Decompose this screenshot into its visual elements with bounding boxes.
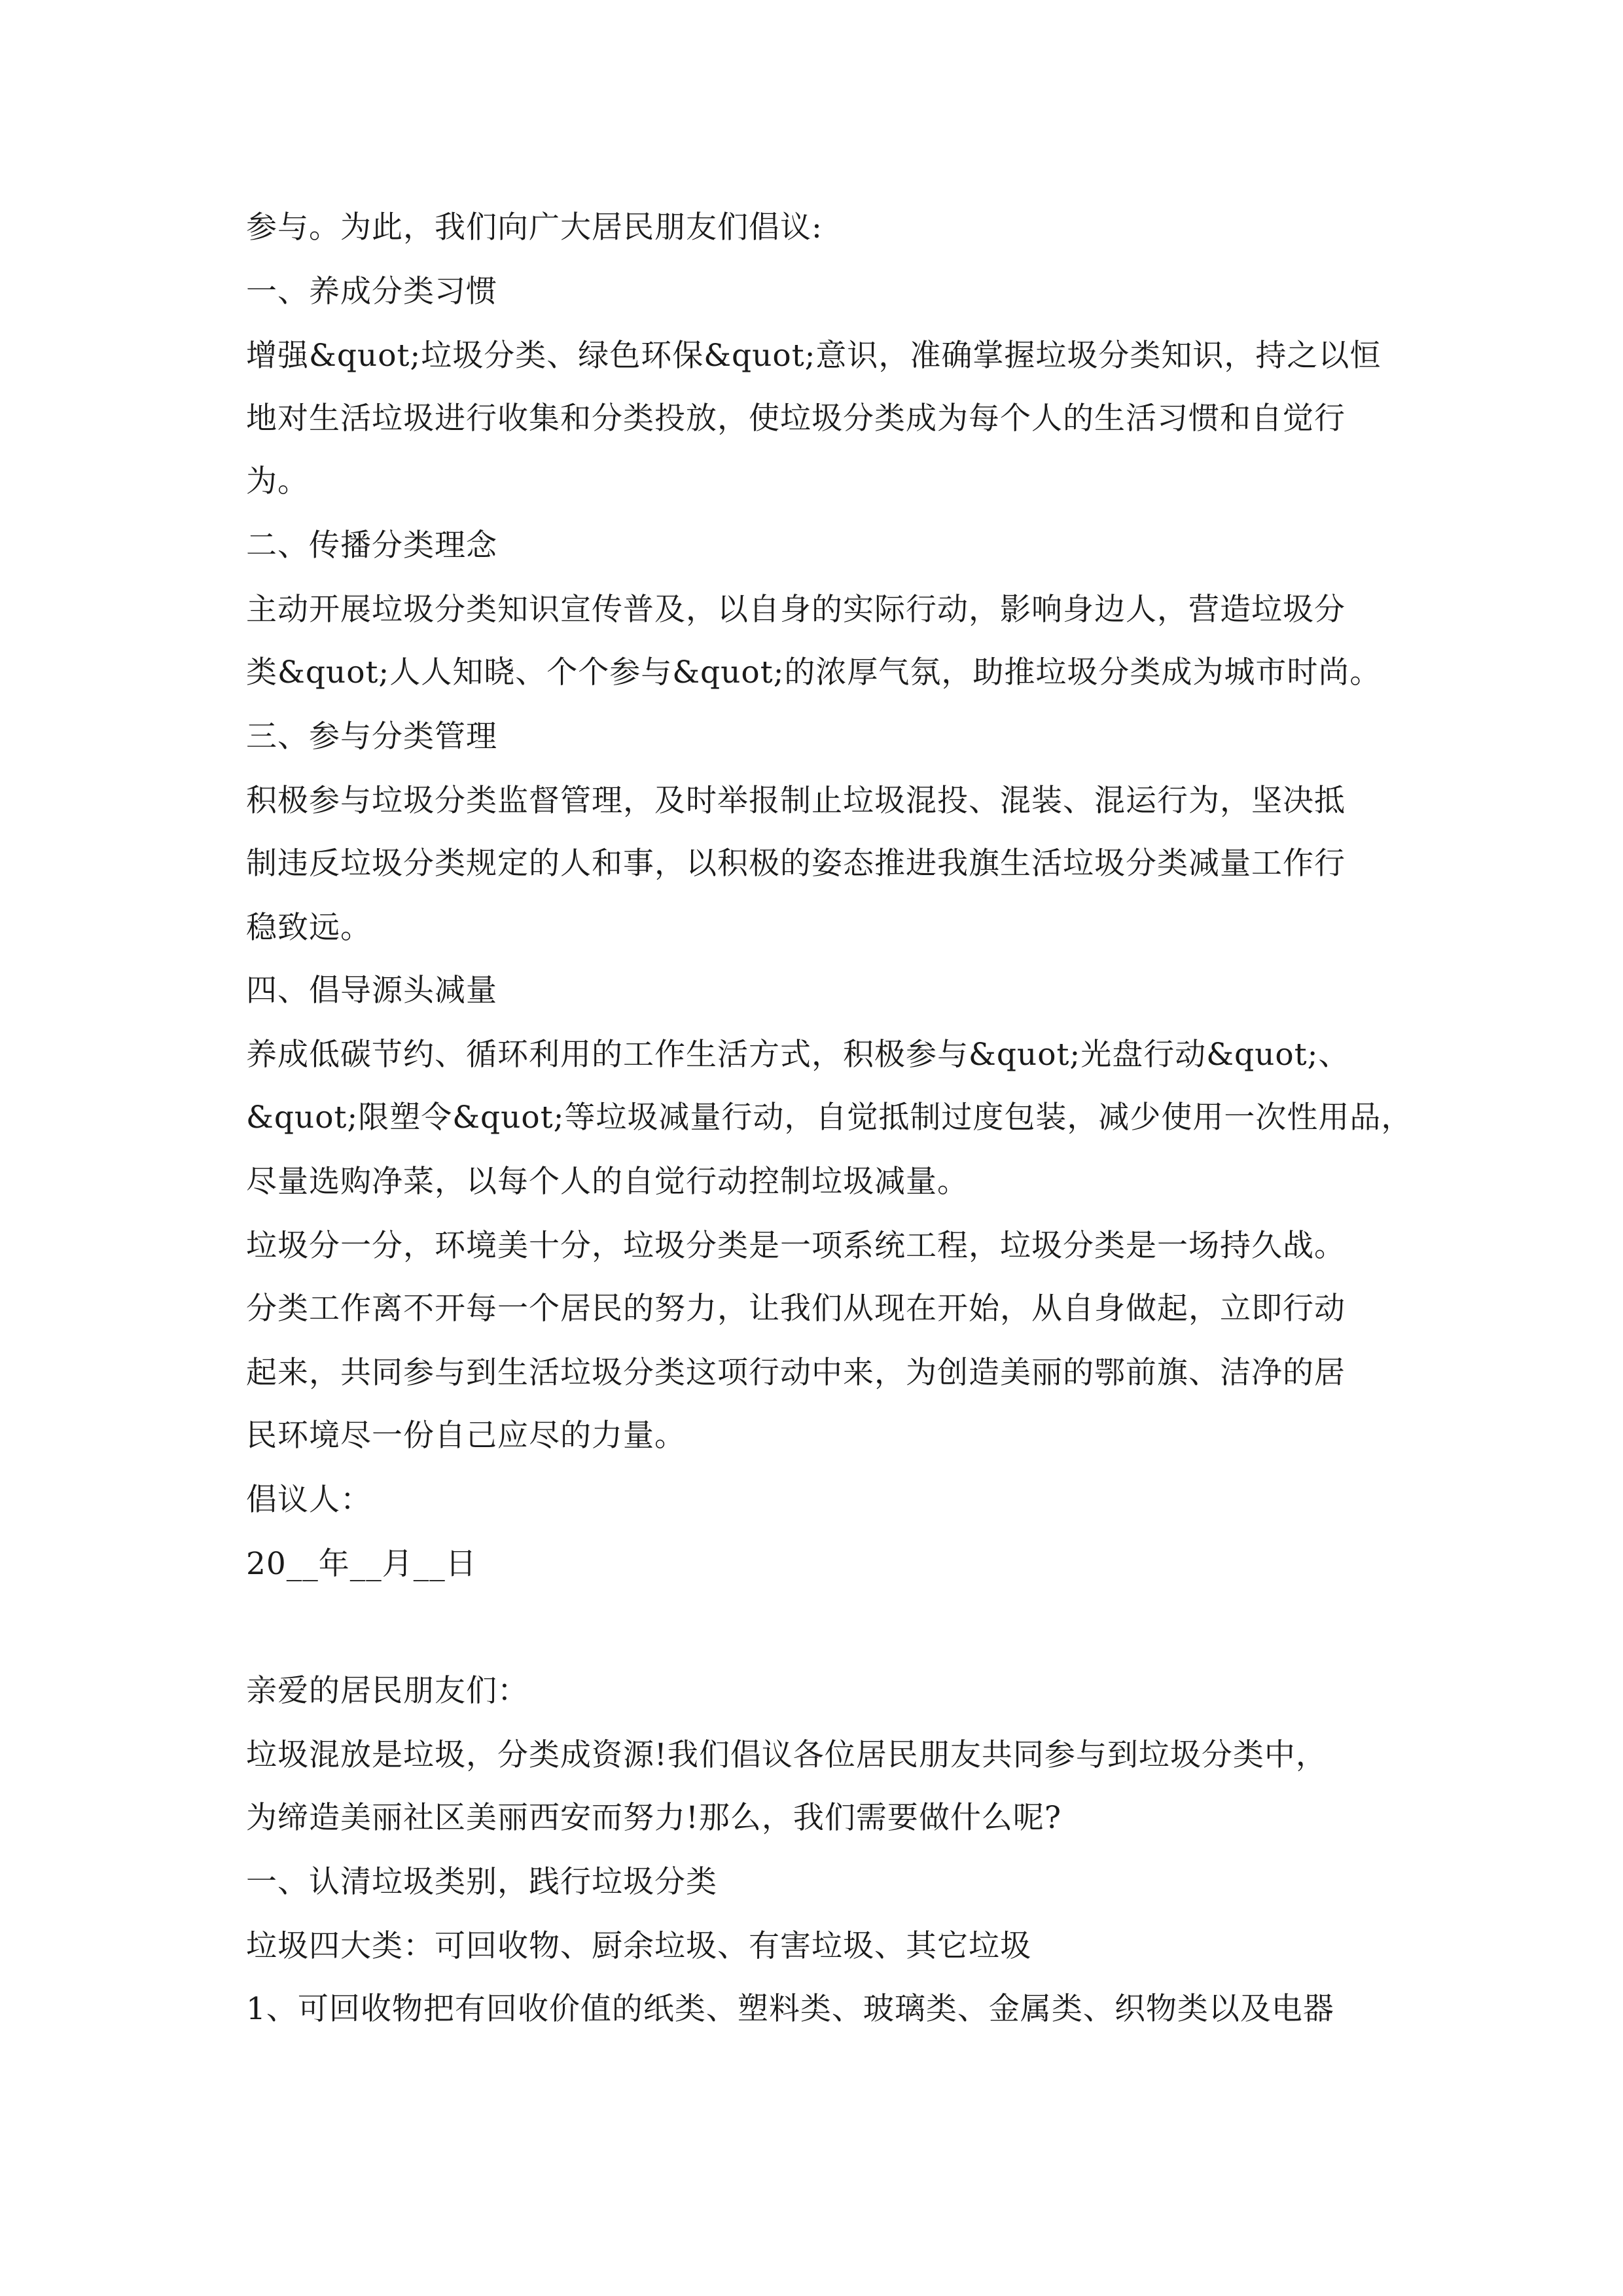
text-line: 垃圾分一分，环境美十分，垃圾分类是一项系统工程，垃圾分类是一场持久战。 (246, 1228, 1346, 1264)
text-line: 地对生活垃圾进行收集和分类投放，使垃圾分类成为每个人的生活习惯和自觉行 (246, 401, 1346, 437)
greeting: 亲爱的居民朋友们： (246, 1673, 529, 1709)
text-line: 养成低碳节约、循环利用的工作生活方式，积极参与&quot;光盘行动&quot;、 (246, 1037, 1350, 1073)
text-line: 积极参与垃圾分类监督管理，及时举报制止垃圾混投、混装、混运行为，坚决抵 (246, 783, 1346, 819)
section-heading: 一、认清垃圾类别，践行垃圾分类 (246, 1864, 717, 1900)
date-line: 20__年__月__日 (246, 1546, 477, 1582)
text-line: 为缔造美丽社区美丽西安而努力!那么，我们需要做什么呢? (246, 1800, 1062, 1836)
text-line: 尽量选购净菜，以每个人的自觉行动控制垃圾减量。 (246, 1164, 969, 1200)
text-line: 主动开展垃圾分类知识宣传普及，以自身的实际行动，影响身边人，营造垃圾分 (246, 592, 1346, 628)
text-line: 类&quot;人人知晓、个个参与&quot;的浓厚气氛，助推垃圾分类成为城市时尚。 (246, 655, 1382, 691)
text-line: 稳致远。 (246, 910, 372, 946)
section-heading: 二、传播分类理念 (246, 528, 497, 564)
text-line: 制违反垃圾分类规定的人和事，以积极的姿态推进我旗生活垃圾分类减量工作行 (246, 846, 1346, 882)
text-line: 起来，共同参与到生活垃圾分类这项行动中来，为创造美丽的鄂前旗、洁净的居 (246, 1355, 1346, 1391)
text-line: 垃圾混放是垃圾，分类成资源!我们倡议各位居民朋友共同参与到垃圾分类中， (246, 1737, 1327, 1773)
section-heading: 四、倡导源头减量 (246, 973, 497, 1009)
text-line: 参与。为此，我们向广大居民朋友们倡议: (246, 209, 823, 245)
text-line: &quot;限塑令&quot;等垃圾减量行动，自觉抵制过度包装，减少使用一次性用品， (246, 1100, 1413, 1136)
text-line: 分类工作离不开每一个居民的努力，让我们从现在开始，从自身做起，立即行动 (246, 1291, 1346, 1327)
signature-label: 倡议人： (246, 1482, 372, 1518)
section-heading: 三、参与分类管理 (246, 719, 497, 755)
text-line: 民环境尽一份自己应尽的力量。 (246, 1418, 686, 1454)
text-line: 增强&quot;垃圾分类、绿色环保&quot;意识，准确掌握垃圾分类知识，持之以恒 (246, 338, 1382, 374)
section-heading: 一、养成分类习惯 (246, 274, 497, 310)
text-line: 1、可回收物把有回收价值的纸类、塑料类、玻璃类、金属类、织物类以及电器 (246, 1991, 1334, 2027)
text-line: 为。 (246, 463, 309, 499)
text-line: 垃圾四大类：可回收物、厨余垃圾、有害垃圾、其它垃圾 (246, 1928, 1031, 1964)
